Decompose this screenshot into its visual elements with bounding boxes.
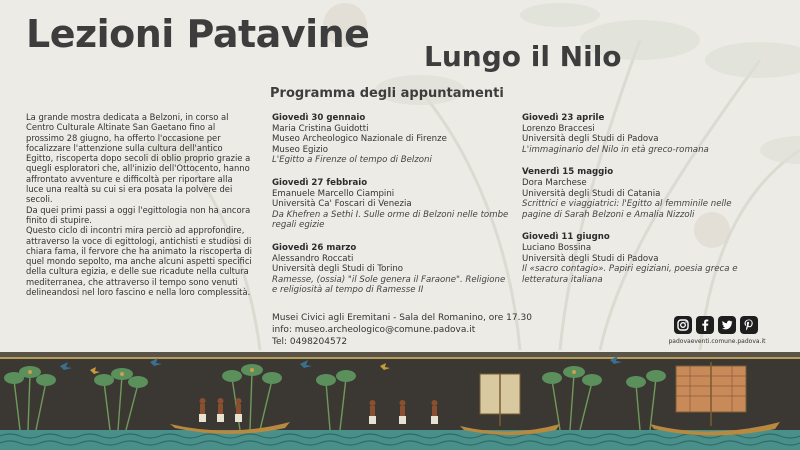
programma-heading: Programma degli appuntamenti	[270, 86, 504, 101]
event-speaker: Emanuele Marcello Ciampini	[272, 188, 395, 199]
nile-frieze-illustration	[0, 352, 800, 450]
pinterest-icon[interactable]	[740, 316, 758, 334]
venue-email[interactable]: info: museo.archeologico@comune.padova.it	[272, 325, 476, 335]
event-date: Giovedì 23 aprile	[522, 113, 605, 123]
instagram-icon[interactable]	[674, 316, 692, 334]
event-item	[272, 113, 512, 166]
website-link[interactable]: padovaeventi.comune.padova.it	[668, 338, 766, 345]
event-talk-title: L'Egitto a Firenze ol tempo di Belzoni	[272, 155, 432, 166]
event-talk-title: L'immaginario del Nilo in età greco-romana	[522, 144, 709, 155]
event-date: Giovedì 30 gennaio	[272, 113, 366, 123]
page-title: Lezioni Patavine	[26, 12, 370, 56]
intro-paragraph: Da quei primi passi a oggi l'egittologia non ha ancora finito di stupire.	[26, 204, 251, 225]
page-subtitle: Lungo il Nilo	[424, 40, 622, 73]
events-column-left	[272, 113, 512, 308]
event-talk-title: Il «sacro contagio». Papiri egiziani, poesia greca e letteratura italiana	[522, 264, 738, 285]
event-speaker: Maria Cristina Guidotti	[272, 123, 369, 134]
event-talk-title: Da Khefren a Sethi I. Sulle orme di Belzoni nelle tombe regali egizie	[272, 209, 509, 231]
twitter-icon[interactable]	[718, 316, 736, 334]
event-date: Giovedì 27 febbraio	[272, 177, 368, 188]
event-affiliation: Università degli Studi di Padova	[522, 134, 659, 145]
event-speaker: Luciano Bossina	[522, 242, 592, 253]
event-item	[522, 232, 762, 285]
event-speaker: Alessandro Roccati	[272, 253, 354, 264]
event-affiliation: Università degli Studi di Padova	[522, 253, 659, 264]
event-item	[272, 243, 512, 296]
event-talk-title: Scrittrici e viaggiatrici: l'Egitto al femminile nelle pagine di Sarah Belzoni e Amalia Nizzoli	[522, 199, 732, 220]
event-talk-title: Ramesse, (ossia) "il Sole genera il Faraone". Religione e religiosità al tempo di Ramesse II	[272, 274, 506, 296]
event-date: Venerdì 15 maggio	[522, 167, 614, 178]
event-item	[522, 167, 762, 220]
social-icons	[674, 316, 758, 334]
venue-phone[interactable]: Tel: 0498204572	[272, 337, 348, 347]
event-speaker: Lorenzo Braccesi	[522, 123, 595, 134]
event-date: Giovedì 11 giugno	[522, 232, 610, 243]
intro-paragraph: Questo ciclo di incontri mira perciò ad approfondire, attraverso la voce di egittologi, antichisti e studiosi di chiara fama, il fervore che ha animato la riscoperta di quel mondo sepolto, ma anche alcuni aspetti specifici della cultura egizia, e delle sue ricadute nella cultura mediterranea, che attraverso il tempo sono venuti delineandosi nel loro fascino e nella loro complessità.	[26, 225, 252, 298]
facebook-icon[interactable]	[696, 316, 714, 334]
venue-info	[272, 312, 572, 348]
event-speaker: Dora Marchese	[522, 177, 587, 188]
venue-location: Musei Civici agli Eremitani - Sala del Romanino, ore 17.30	[272, 313, 532, 323]
events-column-right	[522, 113, 762, 297]
intro-paragraph: La grande mostra dedicata a Belzoni, in corso al Centro Culturale Altinate San Gaetano fino al prossimo 28 giugno, ha offerto l'occasione per focalizzare l'attenzione sulla cultura dell'antico Egitto, riscoperta dopo secoli di oblio proprio grazie a quegli esploratori che, all'inizio dell'Ottocento, hanno affrontato avventure e difficoltà per riportare alla luce una realtà su cui si era posata la polvere dei secoli.	[26, 112, 251, 205]
event-affiliation: Università degli Studi di Catania	[522, 188, 661, 199]
event-date: Giovedì 26 marzo	[272, 242, 357, 253]
event-affiliation: Museo Egizio	[272, 144, 329, 155]
event-affiliation: Università Ca' Foscari di Venezia	[272, 199, 412, 210]
event-item	[522, 113, 762, 155]
intro-text	[26, 112, 252, 297]
event-item	[272, 178, 512, 231]
event-affiliation: Università degli Studi di Torino	[272, 264, 404, 275]
event-affiliation: Museo Archeologico Nazionale di Firenze	[272, 134, 447, 145]
